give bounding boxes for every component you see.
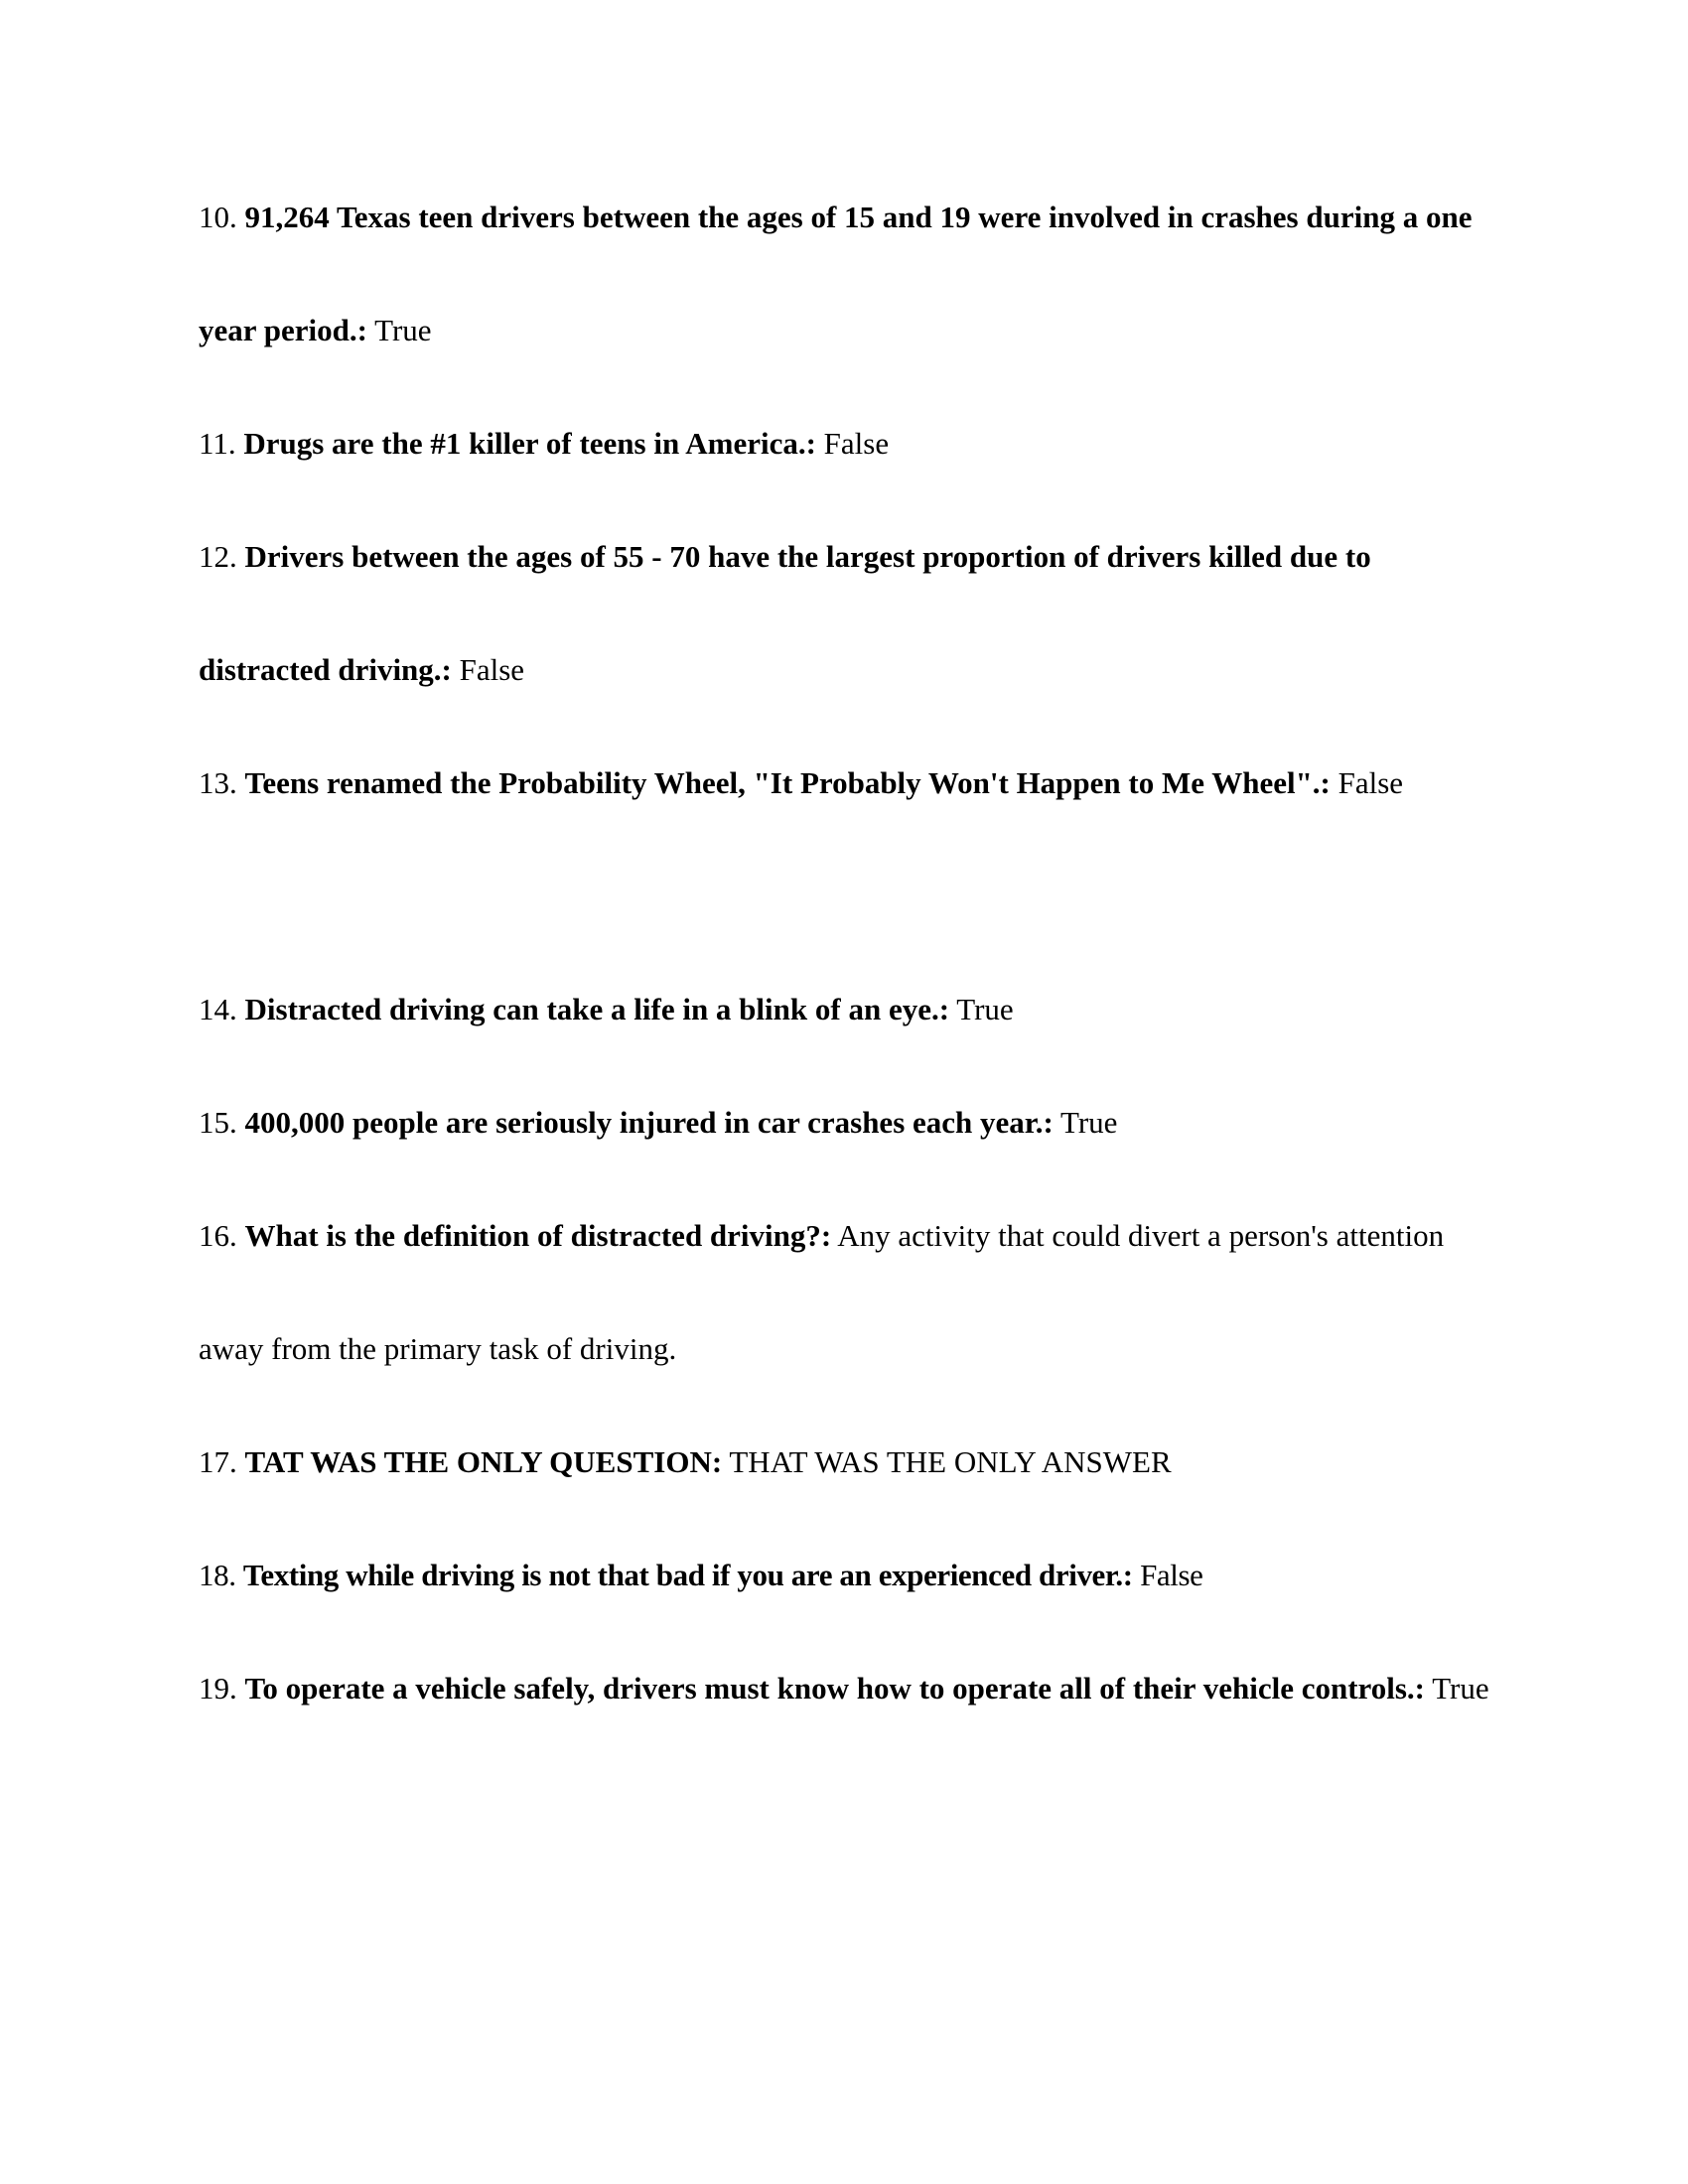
question-number: 17.	[199, 1444, 237, 1479]
answer-text: False	[823, 426, 890, 461]
question-item-18	[199, 1519, 1489, 1632]
answer-text: Any activity that could divert a person's attention away from the primary task of driving.	[199, 1218, 1445, 1366]
question-text: Distracted driving can take a life in a blink of an eye.:	[244, 992, 950, 1026]
question-text: 400,000 people are seriously injured in car crashes each year.:	[244, 1105, 1054, 1140]
answer-text: False	[1140, 1558, 1203, 1592]
question-text: Teens renamed the Probability Wheel, "It Probably Won't Happen to Me Wheel".:	[244, 765, 1331, 800]
answer-text: True	[1059, 1105, 1118, 1140]
question-item-17	[199, 1406, 1489, 1519]
question-item-15	[199, 1066, 1489, 1179]
question-item-16	[199, 1179, 1489, 1406]
answer-text: THAT WAS THE ONLY ANSWER	[729, 1444, 1172, 1479]
question-number: 13.	[199, 765, 237, 800]
question-number: 16.	[199, 1218, 237, 1253]
question-text: 91,264 Texas teen drivers between the ages of 15 and 19 were involved in crashes during a one year period.:	[199, 200, 1473, 347]
answer-text: False	[1337, 765, 1404, 800]
question-text: To operate a vehicle safely, drivers must know how to operate all of their vehicle controls.:	[244, 1671, 1425, 1706]
question-number: 19.	[199, 1671, 237, 1706]
question-item-12	[199, 500, 1489, 727]
question-number: 18.	[199, 1558, 236, 1592]
answer-text: True	[374, 313, 432, 347]
question-text: Texting while driving is not that bad if you are an experienced driver.:	[242, 1558, 1133, 1592]
question-number: 12.	[199, 539, 237, 574]
question-text: Drugs are the #1 killer of teens in America.:	[243, 426, 816, 461]
question-number: 11.	[199, 426, 236, 461]
answer-text: True	[1432, 1671, 1489, 1706]
question-item-13	[199, 727, 1489, 840]
question-text: What is the definition of distracted driving?:	[244, 1218, 832, 1253]
question-number: 10.	[199, 200, 237, 234]
question-number: 14.	[199, 992, 237, 1026]
answer-text: False	[459, 652, 525, 687]
answer-text: True	[956, 992, 1014, 1026]
question-item-19	[199, 1632, 1489, 1745]
question-text: TAT WAS THE ONLY QUESTION:	[244, 1444, 723, 1479]
question-item-11	[199, 387, 1489, 500]
question-item-14	[199, 953, 1489, 1066]
question-text: Drivers between the ages of 55 - 70 have the largest proportion of drivers killed due to distracted driving.:	[199, 539, 1371, 687]
question-number: 15.	[199, 1105, 237, 1140]
question-item-10	[199, 161, 1489, 387]
